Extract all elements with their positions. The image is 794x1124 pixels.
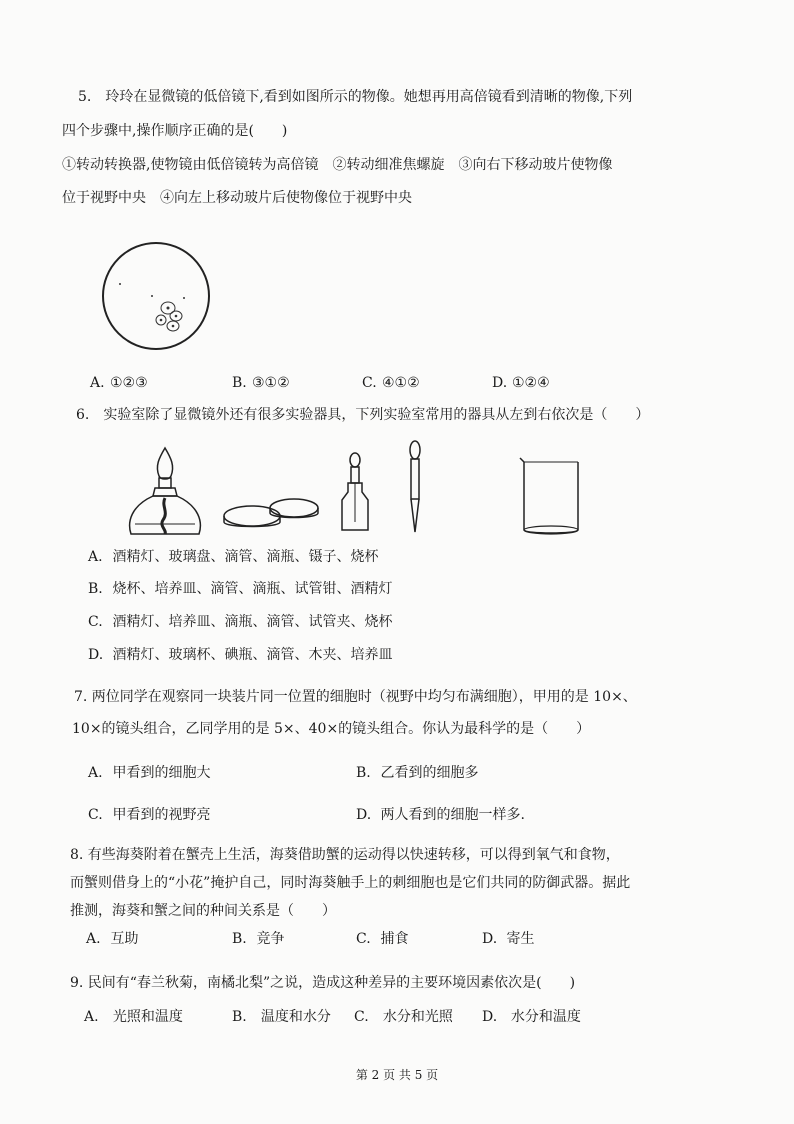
q5-option-b[interactable]: B. ③①②: [232, 375, 290, 391]
q7-stem-line-1: 7. 两位同学在观察同一块装片同一位置的细胞时（视野中均匀布满细胞），甲用的是 10×、: [74, 689, 637, 705]
q5-stem-line-1: 5. 玲玲在显微镜的低倍镜下,看到如图所示的物像。她想再用高倍镜看到清晰的物像,下列: [78, 89, 633, 105]
q6-option-c[interactable]: C. 酒精灯、培养皿、滴瓶、滴管、试管夹、烧杯: [88, 614, 393, 630]
q5-option-a[interactable]: A. ①②③: [90, 375, 148, 391]
alcohol-lamp-icon: [125, 440, 205, 540]
q8-option-c[interactable]: C. 捕食: [356, 931, 409, 947]
q8-stem-line-3: 推测，海葵和蟹之间的种间关系是（ ）: [70, 903, 336, 919]
q8-stem-line-1: 8. 有些海葵附着在蟹壳上生活，海葵借助蟹的运动得以快速转移，可以得到氧气和食物，: [70, 847, 620, 863]
q5-option-d[interactable]: D. ①②④: [492, 375, 550, 391]
q7-option-a[interactable]: A. 甲看到的细胞大: [88, 765, 211, 781]
q7-option-b[interactable]: B. 乙看到的细胞多: [356, 765, 479, 781]
q8-stem-line-2: 而蟹则借身上的“小花”掩护自己，同时海葵触手上的刺细胞也是它们共同的防御武器。据此: [70, 875, 631, 891]
q9-option-d[interactable]: D. 水分和温度: [482, 1009, 581, 1025]
q5-option-c[interactable]: C. ④①②: [362, 375, 420, 391]
q6-stem: 6. 实验室除了显微镜外还有很多实验器具，下列实验室常用的器具从左到右依次是（ ）: [76, 407, 650, 423]
q7-option-d[interactable]: D. 两人看到的细胞一样多.: [356, 807, 525, 823]
q6-option-a[interactable]: A. 酒精灯、玻璃盘、滴管、滴瓶、镊子、烧杯: [88, 549, 379, 565]
q5-stem-line-2: 四个步骤中,操作顺序正确的是( ): [62, 123, 288, 139]
beaker-icon: [518, 456, 584, 536]
q9-option-c[interactable]: C. 水分和光照: [354, 1009, 453, 1025]
q9-option-a[interactable]: A. 光照和温度: [84, 1009, 183, 1025]
q6-option-d[interactable]: D. 酒精灯、玻璃杯、碘瓶、滴管、木夹、培养皿: [88, 647, 393, 663]
q8-option-a[interactable]: A. 互助: [86, 931, 139, 947]
q6-option-b[interactable]: B. 烧杯、培养皿、滴管、滴瓶、试管钳、酒精灯: [88, 581, 393, 597]
q8-option-d[interactable]: D. 寄生: [482, 931, 535, 947]
page-footer: 第 2 页 共 5 页: [355, 1068, 439, 1082]
q9-option-b[interactable]: B. 温度和水分: [232, 1009, 331, 1025]
petri-dish-icon: [222, 486, 322, 536]
q7-option-c[interactable]: C. 甲看到的视野亮: [88, 807, 211, 823]
q5-stem-line-4: 位于视野中央 ④向左上移动玻片后使物像位于视野中央: [62, 190, 412, 206]
q8-option-b[interactable]: B. 竞争: [232, 931, 285, 947]
q5-stem-line-3: ①转动转换器,使物镜由低倍镜转为高倍镜 ②转动细准焦螺旋 ③向右下移动玻片使物像: [62, 157, 613, 173]
dropper-icon: [404, 440, 426, 536]
q7-stem-line-2: 10×的镜头组合，乙同学用的是 5×、40×的镜头组合。你认为最科学的是（ ）: [72, 721, 591, 737]
microscope-view-figure: [100, 240, 212, 352]
q9-stem: 9. 民间有“春兰秋菊，南橘北梨”之说，造成这种差异的主要环境因素依次是( ): [70, 975, 576, 991]
dropper-bottle-icon: [338, 452, 372, 534]
